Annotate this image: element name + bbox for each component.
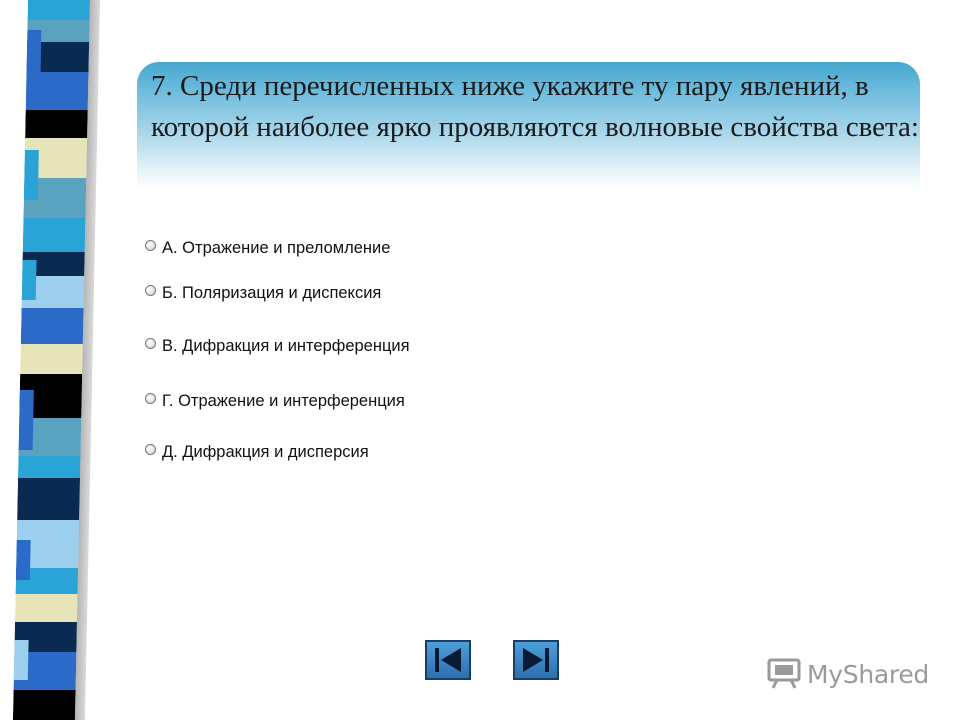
next-slide-button[interactable] [513,640,559,680]
option-label: Д. Дифракция и дисперсия [162,442,369,461]
option-e[interactable] [145,440,369,464]
option-label: В. Дифракция и интерференция [162,336,410,355]
radio-button-icon[interactable] [145,338,156,349]
option-label: А. Отражение и преломление [162,238,391,257]
question-title: 7. Среди перечисленных ниже укажите ту пару явлений, в которой наиболее ярко проявляются волновые свойства света: [151,70,919,143]
skip-previous-icon [427,642,469,678]
option-c[interactable] [145,334,410,358]
radio-button-icon[interactable] [145,240,156,251]
radio-button-icon[interactable] [145,285,156,296]
option-d[interactable] [145,389,405,413]
radio-button-icon[interactable] [145,393,156,404]
projector-icon [767,658,801,690]
option-label: Г. Отражение и интерференция [162,391,405,410]
watermark [767,655,929,693]
option-b[interactable] [145,281,381,305]
watermark-text: MyShared [807,659,929,689]
skip-next-icon [515,642,557,678]
decorative-stripe-band [13,0,100,720]
radio-button-icon[interactable] [145,444,156,455]
option-a[interactable] [145,236,390,260]
option-label: Б. Поляризация и диспексия [162,283,382,302]
previous-slide-button[interactable] [425,640,471,680]
